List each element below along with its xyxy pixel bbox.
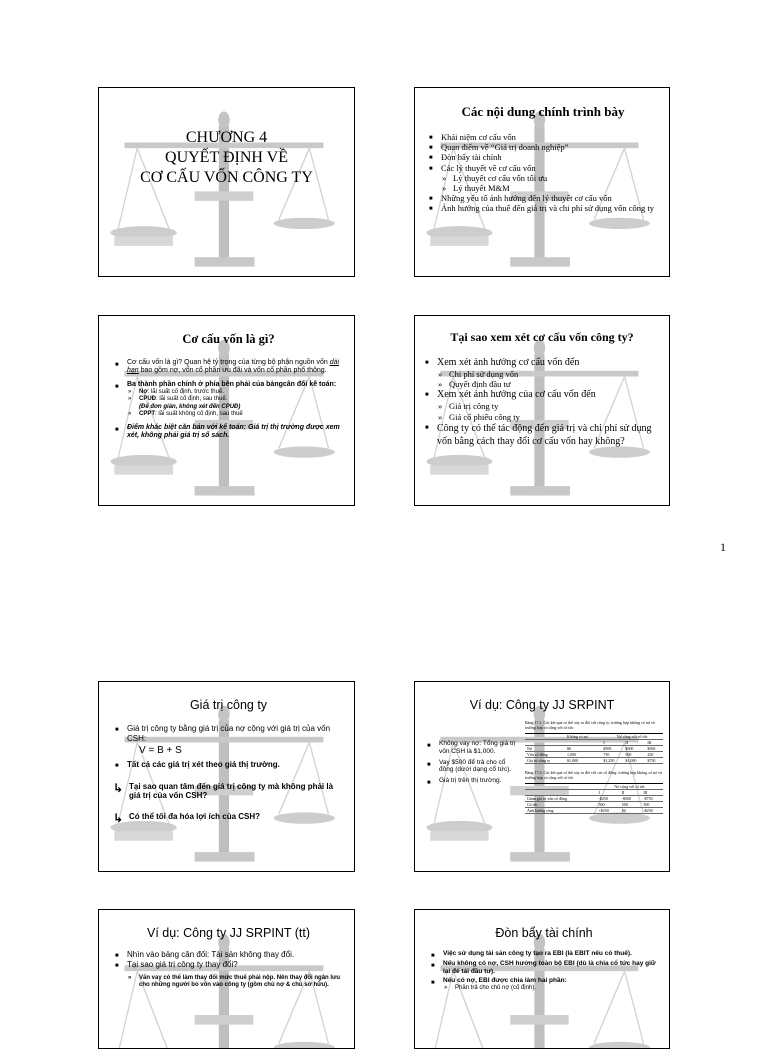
bullet: ■ Khái niệm cơ cấu vốn (427, 132, 659, 142)
table-2-caption: Bảng 17.2. Các kết quả có thể xảy ra đối với các cổ đông: trường hợp không có nợ và trường hợp có cộng với cổ tức (525, 770, 662, 780)
slide-5-title: Giá trị công ty (189, 698, 268, 712)
sub-bullet: » Quyết định đầu tư (437, 379, 661, 389)
bullet: ■ Vay $500 để trả cho cổ đông (dưới dạng cổ tức). (425, 759, 519, 775)
bullet (429, 977, 659, 992)
bullet: ■ Công ty có thể tác động đến giá trị và chi phí sử dụng vốn bằng cách thay đổi cơ cấu vốn hay không? (423, 422, 661, 449)
slide-2-bullets (427, 132, 659, 214)
slide-1-title-line-3: CƠ CẤU VỐN CÔNG TY (140, 169, 313, 186)
definition: : lãi suất cố định, sau thuế. (156, 396, 228, 403)
bullet-text: Xem xét ảnh hưởng của cơ cấu vốn đến (437, 389, 596, 401)
slide-6-tables (525, 720, 663, 814)
sub-bullets (127, 975, 344, 989)
table-cell: 500 (620, 802, 642, 808)
slide-3 (98, 315, 355, 506)
table-cell: Ảnh hưởng ròng (525, 808, 597, 814)
bullet-text: Tại sao giá trị công ty thay đổi? (127, 959, 238, 969)
bullet (113, 960, 344, 990)
bullet-text: Cơ cấu vốn là gì? Quan hệ tỷ trọng của từng bộ phận nguồn vốn (127, 359, 330, 366)
table-cell: Giá trị công ty (525, 758, 565, 764)
table-cell: Cổ tức (525, 802, 597, 808)
slide-2 (414, 87, 670, 277)
slide-1-title-line-2: QUYẾT ĐỊNH VỀ (165, 149, 288, 166)
table-cell: $1,000 (565, 758, 601, 764)
bullet-text: bao gồm nợ, vốn cổ phần ưu đãi và vốn cổ phần phổ thông. (138, 367, 327, 375)
definition: : lãi suất cố định, trước thuế. (147, 389, 224, 396)
slide-4-title: Tại sao xem xét cơ cấu vốn công ty? (450, 330, 634, 344)
sub-bullet: » Lý thuyết cơ cấu vốn tối ưu (441, 173, 659, 183)
bullet (113, 724, 344, 757)
bullet (427, 163, 659, 194)
bullet (113, 359, 344, 376)
bullet: ■ Nhìn vào bảng cân đối: Tài sản không thay đổi. (113, 950, 344, 960)
table-cell: II (623, 740, 645, 746)
slide-3-bullets (113, 359, 344, 441)
bullet (423, 389, 661, 421)
table-cell: Giảm giá trị vốn cổ đông (525, 796, 597, 802)
slide-3-content (99, 316, 354, 505)
sub-bullet (127, 389, 344, 396)
sub-bullet: » Vấn vay có thể làm thay đổi mức thuế phải nộp. Nên thay đổi ngân lưu cho những người bỏ vốn vào công ty (gồm chủ nợ & chủ sở hữu). (127, 975, 344, 989)
bullet-text: Điểm khác biệt căn bản với kế toán: Giá trị thị trường được xem xét, không phải giá trị sổ sách. (127, 423, 340, 440)
table-cell: $500 (623, 746, 645, 752)
table-cell: I (601, 740, 623, 746)
table-cell: $500 (601, 746, 623, 752)
table-cell: $1,250 (601, 758, 623, 764)
slide-4-content (415, 316, 669, 505)
slide-7 (98, 909, 355, 1049)
table-cell: Nợ cộng với cổ tức (601, 734, 663, 740)
slide-1-content (99, 88, 354, 277)
bullet-text: Nếu có nợ, EBI được chia làm hai phần: (443, 977, 567, 985)
slide-6-title: Ví dụ: Công ty JJ SRPINT (469, 698, 615, 712)
term: CPUĐ (139, 396, 157, 403)
table-1-caption: Bảng 17.1. Các kết quả có thể xảy ra đối với công ty: trường hợp không có nợ và trường hợp có cộng với cổ tức (525, 720, 655, 730)
bullet: ■ Ảnh hưởng của thuế đến giá trị và chi phí sử dụng vốn công ty (427, 203, 659, 213)
table-cell: 500 (641, 802, 663, 808)
bullet (423, 357, 661, 389)
bullet-text: Giá trị công ty bằng giá trị của nợ cộng với giá trị của vốn CSH: (127, 724, 331, 743)
slide-8-title: Đòn bẩy tài chính (495, 926, 593, 940)
slide-8 (414, 909, 670, 1049)
slide-4-bullets (423, 357, 661, 449)
slide-4 (414, 315, 670, 506)
sub-bullet (127, 396, 344, 410)
table-cell: $500 (645, 746, 663, 752)
question-2: ↳ Có thể tối đa hóa lợi ích của CSH? (113, 812, 344, 821)
table-cell: $1,000 (623, 758, 645, 764)
slide-7-title: Ví dụ: Công ty JJ SRPINT (tt) (146, 926, 310, 940)
bullet: ■ Đòn bẩy tài chính (427, 152, 659, 162)
sub-bullets (437, 401, 661, 421)
table-cell: -$250 (597, 796, 620, 802)
table-cell: 500 (623, 752, 645, 758)
sub-bullet (127, 411, 344, 418)
bullet: ■ Những yếu tố ảnh hưởng đến lý thuyết cơ cấu vốn (427, 193, 659, 203)
slide-1 (98, 87, 355, 277)
table-cell: 750 (601, 752, 623, 758)
term: Nợ (139, 389, 148, 396)
bullet-text: Ba thành phần chính ở phía bên phải của bảngcân đối kế toán: (127, 380, 337, 388)
bullet: ■ Giá trị trên thị trường. (425, 777, 519, 785)
slide-5 (98, 681, 355, 872)
sub-bullet: » Lý thuyết M&M (441, 183, 659, 193)
slide-7-content (99, 910, 354, 1048)
table-row (525, 758, 663, 764)
sub-bullet: » Giá trị công ty (437, 401, 661, 411)
table-cell: 250 (645, 752, 663, 758)
slide-5-content (99, 682, 354, 871)
slide-7-bullets (113, 950, 344, 990)
slide-6-content (415, 682, 669, 871)
bullet: ■ Việc sử dụng tài sản công ty tạo ra EBI (là EBIT nếu có thuế). (429, 950, 659, 958)
table-2 (525, 783, 663, 814)
table-cell: $0 (620, 808, 642, 814)
table-cell: Nợ cộng với cổ tức (597, 784, 663, 790)
bullet: ■ Không vay nợ: Tổng giá trị vốn CSH là $1,000. (425, 740, 519, 756)
bullet-text: Các lý thuyết về cơ cấu vốn (441, 162, 536, 173)
slide-6 (414, 681, 670, 872)
table-row (525, 808, 663, 814)
slide-8-content (415, 910, 669, 1048)
table-cell: 500 (597, 802, 620, 808)
sub-bullets (443, 985, 659, 992)
sub-bullet: » Giá cổ phiếu công ty (437, 412, 661, 422)
table-1 (525, 733, 663, 764)
slide-2-title: Các nội dung chính trình bày (461, 104, 625, 119)
page-number: 1 (720, 540, 726, 554)
sub-bullet: » Chi phí sử dụng vốn (437, 369, 661, 379)
bullet-text-underlined: dài hạn (127, 359, 340, 375)
bullet (113, 424, 344, 441)
table-cell: $0 (565, 746, 601, 752)
slide-3-title: Cơ cấu vốn là gì? (182, 332, 275, 346)
bullet-text: Xem xét ảnh hưởng cơ cấu vốn đến (437, 357, 580, 368)
slide-5-bullets (113, 724, 344, 770)
definition: : lãi suất không cố định, sau thuế (155, 410, 243, 417)
sub-bullet: » Phần trả cho chủ nợ (cố định). (443, 985, 659, 992)
term: CPPT (139, 410, 156, 417)
table-cell: 1,000 (565, 752, 601, 758)
bullet: ■ Nếu không có nợ, CSH hưởng toàn bộ EBI (dù là chia cổ tức hay giữ lại để tái đầu tư). (429, 960, 659, 976)
table-cell: I (597, 790, 620, 796)
question-1: ↳ Tại sao quan tâm đến giá trị công ty mà không phải là giá trị của vốn CSH? (113, 782, 344, 800)
bullet (113, 381, 344, 418)
bullet (113, 760, 344, 770)
slide-6-left-column (425, 740, 519, 785)
sub-bullets (127, 389, 344, 418)
table-cell: Vốn cổ đông (525, 752, 565, 758)
slide-1-title-line-1: CHƯƠNG 4 (185, 129, 268, 146)
note: (Để đơn giản, không xét đến CPUĐ) (139, 403, 241, 410)
sub-bullets (437, 369, 661, 389)
sub-bullets (441, 173, 659, 193)
table-cell: -$750 (641, 796, 663, 802)
slide-8-bullets (429, 950, 659, 992)
table-cell: -$500 (620, 796, 642, 802)
table-cell: Không có nợ (565, 734, 601, 740)
slide-2-content (415, 88, 669, 276)
table-cell: II (620, 790, 642, 796)
slide-6-bullets (425, 740, 519, 785)
table-cell: +$250 (597, 808, 620, 814)
table-cell: $750 (645, 758, 663, 764)
table-cell: III (645, 740, 663, 746)
table-cell: -$250 (641, 808, 663, 814)
bullet-text: Tất cả các giá trị xét theo giá thị trường. (127, 760, 280, 770)
formula: V = B + S (139, 745, 182, 757)
table-cell: III (641, 790, 663, 796)
bullet: ■ Quan điểm về “Giá trị doanh nghiệp” (427, 142, 659, 152)
table-cell: Nợ (525, 746, 565, 752)
